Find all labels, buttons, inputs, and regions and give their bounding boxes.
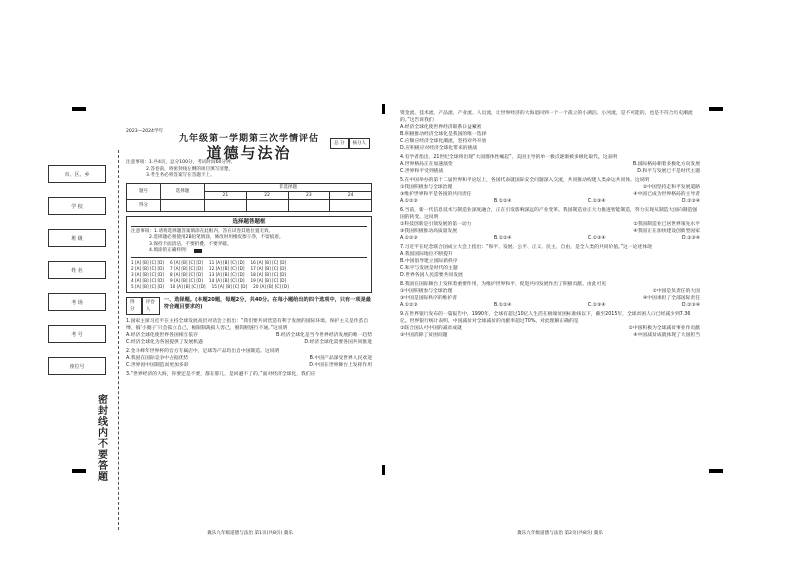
answer-card-rule: 注意事项：1.请将选择题答案填涂在此框内，答在试卷其他位置无效。 [131,228,274,234]
question-text: 9.在世界银行发布的一篇报告中，1990年，全球有超过10亿人生活在极端贫困标准线以下，截至2015年，全球贫困人口已经减少到7.36亿。世界银行统计表明，中国减贫对全球减贫的贡献率超过70%。对此理解正确的是 [400,312,691,324]
answer-item[interactable]: 8 [A] [B] [C] [D] [169,271,203,277]
option: C.应顺应经济全球化潮流，坚持对外开放 [400,139,487,144]
option: A.世界格局正在加速演变 [400,162,453,167]
option: D.和平与发展已不是时代主题 [637,169,700,174]
notice-line: 3.考生务必将答案写在答题卡上。 [146,173,215,178]
option: C.世界和平受到挑战 [400,169,444,174]
statement: ③中国消除了贫困问题 [400,333,448,338]
answer-row[interactable] [131,284,367,290]
answer-item[interactable]: 16 [A] [B] [C] [D] [250,259,287,265]
option: B.国际格局朝着多极化方向发展 [632,162,700,167]
exam-notice [126,160,372,180]
side-field-exam-number[interactable]: 考 号 [48,325,106,343]
answer-card-title: 选择题答题框 [131,219,367,227]
checker-label: 核分人 [349,138,371,149]
score-cell[interactable] [246,199,288,211]
choice: A.①②③ [400,199,418,204]
score-cell[interactable] [288,199,330,211]
registration-mark-bottom-left [72,469,86,473]
question-text: 1.国家主席习近平在主持全球发展高层对话会上指出：“我们要共同营造有利于发展的国际环境。保护主义是作茧自缚，搞‘小圈子’只会孤立自己，极限制裁损人害己，脱钩断链行不通。”这说明 [126,318,369,331]
section-score-label: 得 分 [126,297,142,315]
statement: ③我国积极推动高质量发展 [400,229,458,234]
statement: ①中国积极参与全球治理 [400,289,453,294]
choice: D.②③④ [681,236,700,241]
right-page [400,110,700,530]
question-5 [400,177,700,205]
score-table-header-choice: 选择题 [161,183,205,199]
statement: ①联合国认可中国的减贫成就 [400,326,462,331]
answer-item[interactable]: 9 [A] [B] [C] [D] [169,277,203,283]
option: B.经济全球化是当今世界经济发展的唯一趋势 [276,332,372,338]
question-text: 4.有学者指出，21世纪全球将出现“大国群体性崛起”，美国主导的单一极点逐渐被多极化取代。这表明 [400,155,618,160]
answer-item[interactable]: 19 [A] [B] [C] [D] [250,277,287,283]
section1-score-box [126,297,160,315]
seal-line-warning: 密封线内不要答题 [98,395,108,483]
choice: B.①②④ [493,236,512,241]
option: D.世界各国人民需要共同发展 [400,273,463,278]
left-page [126,128,372,528]
statement: ④中国承担了全部国际责任 [642,296,700,301]
answer-card-rule: 3.保持卡面清洁，不要折叠、不要弄破。 [149,241,232,247]
registration-mark-bottom-right [709,469,723,473]
question-9 [400,311,700,339]
question-1 [126,318,372,346]
answer-card-rules [131,229,367,255]
answer-item[interactable]: 13 [A] [B] [C] [D] [208,271,245,277]
option: C.和平与发展是时代的主题 [400,266,458,271]
statement: ④中国减贫成就体现了大国担当 [633,333,700,338]
choice: C.①③④ [587,236,606,241]
statement: ②中国积极为全球减贫事业作贡献 [628,326,700,331]
answer-item[interactable]: 1 [A] [B] [C] [D] [131,259,164,265]
subject-title: 道德与法治 [206,144,292,162]
answer-item[interactable]: 14 [A] [B] [C] [D] [208,277,245,283]
student-info-column [48,165,134,445]
side-field-name[interactable]: 姓 名 [48,261,106,279]
option: D.应积极应对经济全球化带来的挑战 [400,146,478,151]
left-page-footer: 冀乐九年级道德与法治 第1页(共8页) 冀乐 [207,531,293,536]
question-text: 2.金斗峰年世界杯的官方专属店中，足球等产品均出自中国制造。这说明 [126,348,280,354]
option: B.中国产品深受世界人民欢迎 [309,355,372,361]
exam-title: 九年级第一学期第三次学情评估 [178,134,319,144]
choice: A.①②③ [400,303,418,308]
seal-dashed-line [118,150,119,530]
statement: ②中国坚持走和平发展道路 [642,185,700,190]
question-7 [400,244,700,279]
registration-mark-top-left [72,107,86,111]
answer-item[interactable]: 18 [A] [B] [C] [D] [250,271,287,277]
statement: ②我国制造业已居世界领先水平 [633,222,700,227]
score-table-q23: 23 [288,191,330,199]
score-table-q22: 22 [246,191,288,199]
option: D.中国在世界舞台上发挥作用 [309,362,372,368]
question-text: 资金流、技术流、产品流、产业流、人员流，让世界经济的大海退回到一个一个孤立的小湖泊、小河流，是不可能的，也是不符合历史潮流的。”这告诉我们 [400,111,693,123]
option: C.世界因中国制造而更加多彩 [126,362,189,368]
option: A.我国在国际竞争中占据优势 [126,355,189,361]
answer-item[interactable]: 12 [A] [B] [C] [D] [208,265,245,271]
answer-item[interactable]: 3 [A] [B] [C] [D] [131,271,164,277]
question-text: 8.我国在国际舞台上发挥着重要作用，为维护世界和平、促进共同发展作出了积极贡献。由此可见 [400,282,607,287]
choice: B.①②④ [493,199,512,204]
answer-item[interactable]: 11 [A] [B] [C] [D] [208,259,245,265]
question-text: 5.在中国举办的第十二届世界和平论坛上，各国代表就国际安全问题深入交流，共同推动构建人类命运共同体。这说明 [400,178,650,183]
score-table-header-nonchoice: 非选择题 [205,183,372,191]
choice: B.①②④ [493,303,512,308]
answer-item[interactable]: 6 [A] [B] [C] [D] [169,259,203,265]
question-3-continued [400,110,700,152]
school-year: 2023—2024学年 [126,129,164,134]
total-score-label: 总 分 [330,138,348,149]
section-grader-label: 评卷人 [142,297,160,315]
statement: ④中国已成为世界格局的主导者 [633,192,700,197]
side-field-seat[interactable]: 座位号 [48,357,106,375]
choice: D.②③④ [681,199,700,204]
answer-item[interactable]: 5 [A] [B] [C] [D] [131,283,164,289]
question-text: 7.习近平在纪念联合国成立大会上指出：“和平、发展、公平、正义、民主、自由，是全人类的共同价值。”这一论述体现 [400,245,652,250]
statement: ②中国是负责任的大国 [652,289,700,294]
side-field-exam-room[interactable]: 考 场 [48,293,106,311]
question-8 [400,281,700,309]
question-2 [126,348,372,369]
answer-card-rule: 4.填涂的正确样例： [149,248,191,253]
question-text: 6.当前，新一代信息技术与制造业深度融合，正在引发影响深远的产业变革。我国制造业正大力推进智能制造，努力实现从制造大国向制造强国的转变。这说明 [400,208,698,220]
choice: D.②③④ [681,303,700,308]
statement: ①我国积极参与全球治理 [400,185,453,190]
notice-line: 注意事项：1.共4页，总分100分，考试时间60分钟。 [126,160,236,165]
score-table-q21: 21 [205,191,247,199]
statement: ①科技创新是引领发展的第一动力 [400,222,472,227]
notice-line: 2.答卷前，将密封线左侧的项目填写清楚。 [146,166,234,172]
option: D.经济全球化需要各国共同推进 [304,339,372,345]
answer-card-rule: 2.选择题必须使用2B铅笔填涂，修改时用橡皮擦干净，不留痕迹。 [149,235,284,240]
option: C.经济全球化为各国提供了发展机遇 [126,339,203,345]
answer-item[interactable]: 4 [A] [B] [C] [D] [131,277,164,283]
statement: ④我国正在加快建设创新型国家 [633,229,700,234]
answer-item[interactable]: 2 [A] [B] [C] [D] [131,265,164,271]
choice: A.①②③ [400,236,418,241]
question-text: 3.“世界经济的大海，你要还是不要，都在那儿，是回避不了的。”面对经济全球化，我们应 [126,371,316,377]
right-page-footer: 冀乐九年级道德与法治 第2页(共8页) 冀乐 [517,531,603,536]
option: A.经济全球化使世界各国相互依存 [126,332,198,338]
statement: ③维护世界和平是各国的共同责任 [400,192,472,197]
side-field-region[interactable]: 市、区、乡 [48,165,106,183]
answer-item[interactable]: 10 [A] [B] [C] [D] [169,283,206,289]
answer-item[interactable]: 15 [A] [B] [C] [D] [211,283,248,289]
score-cell[interactable] [205,199,247,211]
section1-heading: 一、选择题。(本题20题，每题2分，共40分。在每小题给出的四个选项中，只有一项是最符合题目要求的) [163,296,371,310]
total-score-box [330,138,370,149]
side-field-class[interactable]: 班 级 [48,229,106,247]
option: A.我国国际地位不断提升 [400,252,453,257]
question-6 [400,207,700,242]
statement: ③中国是国际秩序的维护者 [400,296,458,301]
option: A.经济全球化使世界经济联系日益紧密 [400,125,482,130]
answer-item[interactable]: 17 [A] [B] [C] [D] [250,265,287,271]
score-cell[interactable] [330,199,372,211]
question-3 [126,371,372,378]
side-field-school[interactable]: 学 校 [48,197,106,215]
question-4 [400,154,700,175]
choice: C.①③④ [587,199,606,204]
sample-filled-mark-icon [194,249,202,253]
score-cell[interactable] [161,199,205,211]
option: B.积极推动经济全球化是我国的唯一选择 [400,132,487,137]
score-table-q24: 24 [330,191,372,199]
score-table-header-no: 题号 [127,183,161,199]
choice: C.①③④ [587,303,606,308]
score-row-label: 得分 [127,199,161,211]
registration-mark-top-right [709,107,723,111]
option: B.中国倡导建立国际新秩序 [400,259,458,264]
answer-item[interactable]: 20 [A] [B] [C] [D] [253,283,289,289]
score-table [126,183,372,212]
answer-item[interactable]: 7 [A] [B] [C] [D] [169,265,203,271]
answer-card [126,216,372,293]
registration-mark-center-bottom [382,465,385,475]
registration-mark-center-top [382,104,385,114]
